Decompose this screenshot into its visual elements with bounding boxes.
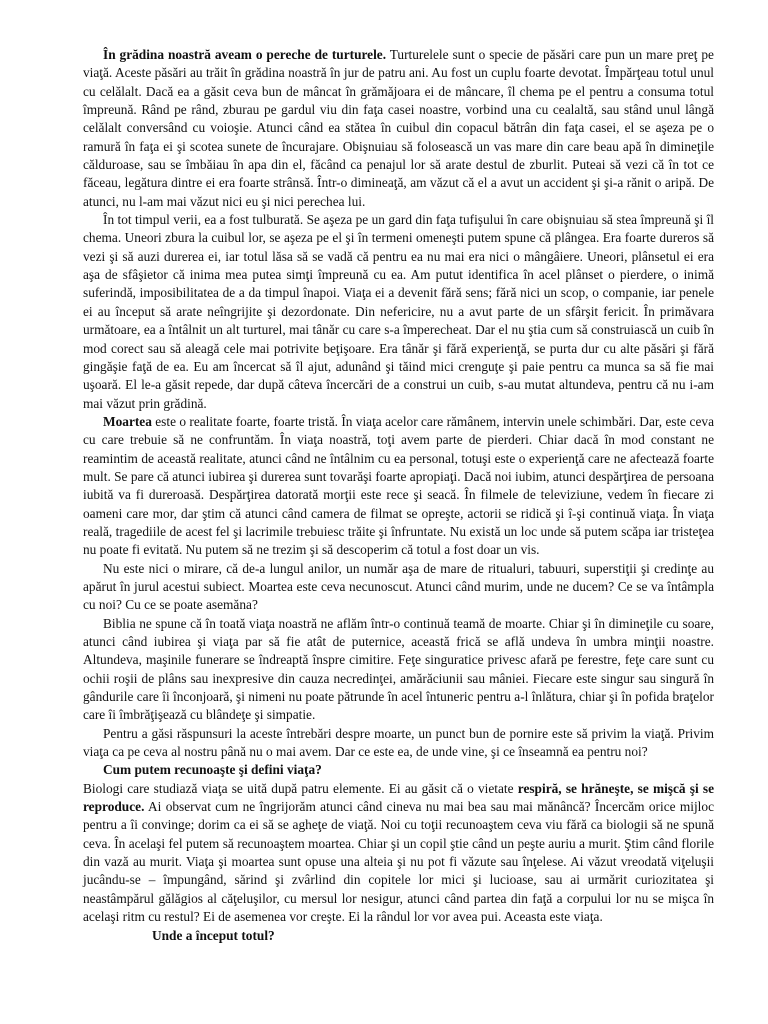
- paragraph-biologists: [83, 780, 714, 927]
- paragraph-body: Biologi care studiază viaţa se uită după patru elemente. Ei au găsit că o vietate: [83, 780, 518, 796]
- paragraph-summer: [83, 211, 714, 413]
- section-heading-beginning: Unde a început totul?: [152, 927, 275, 943]
- paragraph-body: Biblia ne spune că în toată viaţa noastră ne aflăm într-o continuă teamă de moarte. Chiar şi în dimineţile cu soare, atunci când iubirea şi viaţa par să fie atât de puternice, această frică se află undeva în umbra minţii noastre. Altundeva, maşinile funerare se îndreaptă înspre cimitire. Feţe singuratice privesc afară pe ferestre, feţe care sunt cu ochii roşii de plâns sau inexpresive din cauza necredinţei, amărăciunii sau mâniei. Fiecare este singur sau singură în gândurile care îi înconjoară, şi nimeni nu poate pătrunde în acel întuneric pentru a-l înlătura, chiar şi în pofida braţelor care îi îmbrăţişează cu blândeţe şi simpatie.: [83, 615, 714, 723]
- paragraph-body: Pentru a găsi răspunsuri la aceste întrebări despre moarte, un punct bun de pornire este să privim la viaţă. Privim viaţa ca pe ceva al nostru până nu o mai avem. Dar ce este ea, de unde vine, şi ce înseamnă ea pentru noi?: [83, 725, 714, 760]
- paragraph-turtledoves: [83, 46, 714, 211]
- paragraph-rituals: [83, 560, 714, 615]
- section-heading-life: Cum putem recunoaşte şi defini viaţa?: [103, 762, 322, 778]
- paragraph-body: este o realitate foarte, foarte tristă. În viaţa acelor care rămânem, intervin unele schimbări. Dar, este ceva cu care trebuie să ne confruntăm. În viaţa noastră, toţi avem parte de pierderi. Chiar dacă în mod constant ne reamintim de această realitate, atunci când ne întâlnim cu ea personal, totuşi este o experienţă care ne afectează foarte mult. Se pare că atunci iubirea şi durerea sunt tovarăşi foarte apropiaţi. Dacă noi iubim, atunci despărţirea de persoana iubită va fi dureroasă. Despărţirea datorată morţii este rece şi seacă. În filmele de televiziune, vedem în fiecare zi oameni care mor, dar ştim că atunci când camera de filmat se opreşte, actorii se ridică şi î-şi continuă viaţa. În viaţa reală, tragediile de acest fel şi lacrimile trebuiesc trăite şi înfruntate. Nu există un loc unde să putem scăpa iar tristeţea nu poate fi evitată. Nu putem să ne trezim şi să descoperim că totul a fost doar un vis.: [83, 413, 714, 558]
- paragraph-body: Turturelele sunt o specie de păsări care pun un mare preţ pe viaţă. Aceste păsări au trăit în grădina noastră în jur de patru ani. Au fost un cuplu foarte devotat. Împărţeau totul unul cu celălalt. Dacă ea a găsit ceva bun de mâncat în grămăjoara ei de mâncare, îl chema pe el pentru a consuma totul împreună. Rând pe rând, zburau pe gardul viu din faţa casei noastre, vorbind una cu cealaltă, sau stând unul lângă celălalt conversând cu voioşie. Atunci când ea stătea în cuibul din copacul bătrân din faţa casei, el se aşeza pe o ramură în faţa ei şi scotea sunete de încurajare. Obişnuiau să folosească un vas mare din care beau apă în dimineţile călduroase, sau se îmbăiau în apa din el, făcând ca penajul lor să arate destul de zburlit. Puteai să vezi că în tot ce făceau, legătura dintre ei era foarte strânsă. Într-o dimineaţă, am văzut că el a avut un accident şi şi-a rănit o aripă. De atunci, nu l-am mai văzut nici eu şi nici perechea lui.: [83, 47, 714, 209]
- paragraph-body: Nu este nici o mirare, că de-a lungul anilor, un număr aşa de mare de ritualuri, tabuuri, superstiţii şi credinţe au apărut în jurul acestui subiect. Moartea este ceva necunoscut. Atunci când murim, unde ne ducem? Ce se va întâmpla cu noi? Cu ce se poate asemăna?: [83, 560, 714, 613]
- paragraph-body: În tot timpul verii, ea a fost tulburată. Se aşeza pe un gard din faţa tufişului în care obişnuiau să stea împreună şi îl chema. Uneori zbura la cuibul lor, se aşeza pe el şi în termeni omeneşti putem spune că plângea. Era foarte dureros să vezi şi să auzi durerea ei, iar totul lăsa să se vadă că pentru ea nu mai era nici o mângâiere. Uneori, plânsetul ei era aşa de sfâşietor că inima mea putea simţi împreună cu ea. Am putut identifica în acel plânset o pierdere, o inimă suferindă, imposibilitatea de a da timpul înapoi. Viaţa ei a devenit fără sens; fără nici un scop, o companie, iar penele ei au început să arate neîngrijite şi dezordonate. Din nefericire, nu a avut parte de un sfârşit fericit. În primăvara următoare, ea a întâlnit un alt turturel, mai tânăr cu care s-a împerecheat. Dar el nu ştia cum să construiască un cuib în mod corect sau să aleagă cele mai potrivite beţişoare. Era tânăr şi fără experienţă, se purta dur cu alte păsări şi fără gingăşie faţă de ea. Eu am încercat să îl ajut, adunând şi tăind mici crenguţe şi paie pentru ca munca sa să fie mai uşoară. El le-a găsit repede, dar după câteva încercări de a construi un cuib, s-au mutat altundeva, pentru că nu i-am mai văzut prin grădină.: [83, 212, 714, 411]
- paragraph-bible: [83, 615, 714, 725]
- paragraph-lead-bold: Moartea: [103, 413, 152, 429]
- paragraph-body: Ai observat cum ne îngrijorăm atunci când cineva nu mai bea sau mai mănâncă? Încercăm orice mijloc pentru a îi convinge; dorim ca ei să se agheţe de viaţă. Noi cu toţii recunoaştem ceva viu fără ca biologii să ne spună ceva. În acelaşi fel putem să recunoaştem moartea. Chiar şi un copil ştie când un peşte auriu a murit. Ştim când florile din vază au murit. Viaţa şi moartea sunt opuse una alteia şi nu pot fi văzute sau înţelese. Ai văzut vreodată viţeluşii jucându-se – împungând, sărind şi zvârlind din copitele lor mici şi lucioase, sau ai urmărit curiozitatea şi neastâmpărul gălăgios al căţeluşilor, cu mersul lor nesigur, atunci când partea din faţă a corpului lor nu se mişca în acelaşi ritm cu restul? Ei de asemenea vor creşte. Ei la rândul lor vor avea pui. Aceasta este viaţa.: [83, 799, 714, 925]
- paragraph-answers: [83, 725, 714, 762]
- paragraph-lead-bold: În grădina noastră aveam o pereche de turturele.: [103, 47, 387, 62]
- paragraph-death: [83, 413, 714, 560]
- paragraph-inline-bold: respiră, se hrăneşte, se mişcă şi se reproduce.: [83, 780, 714, 815]
